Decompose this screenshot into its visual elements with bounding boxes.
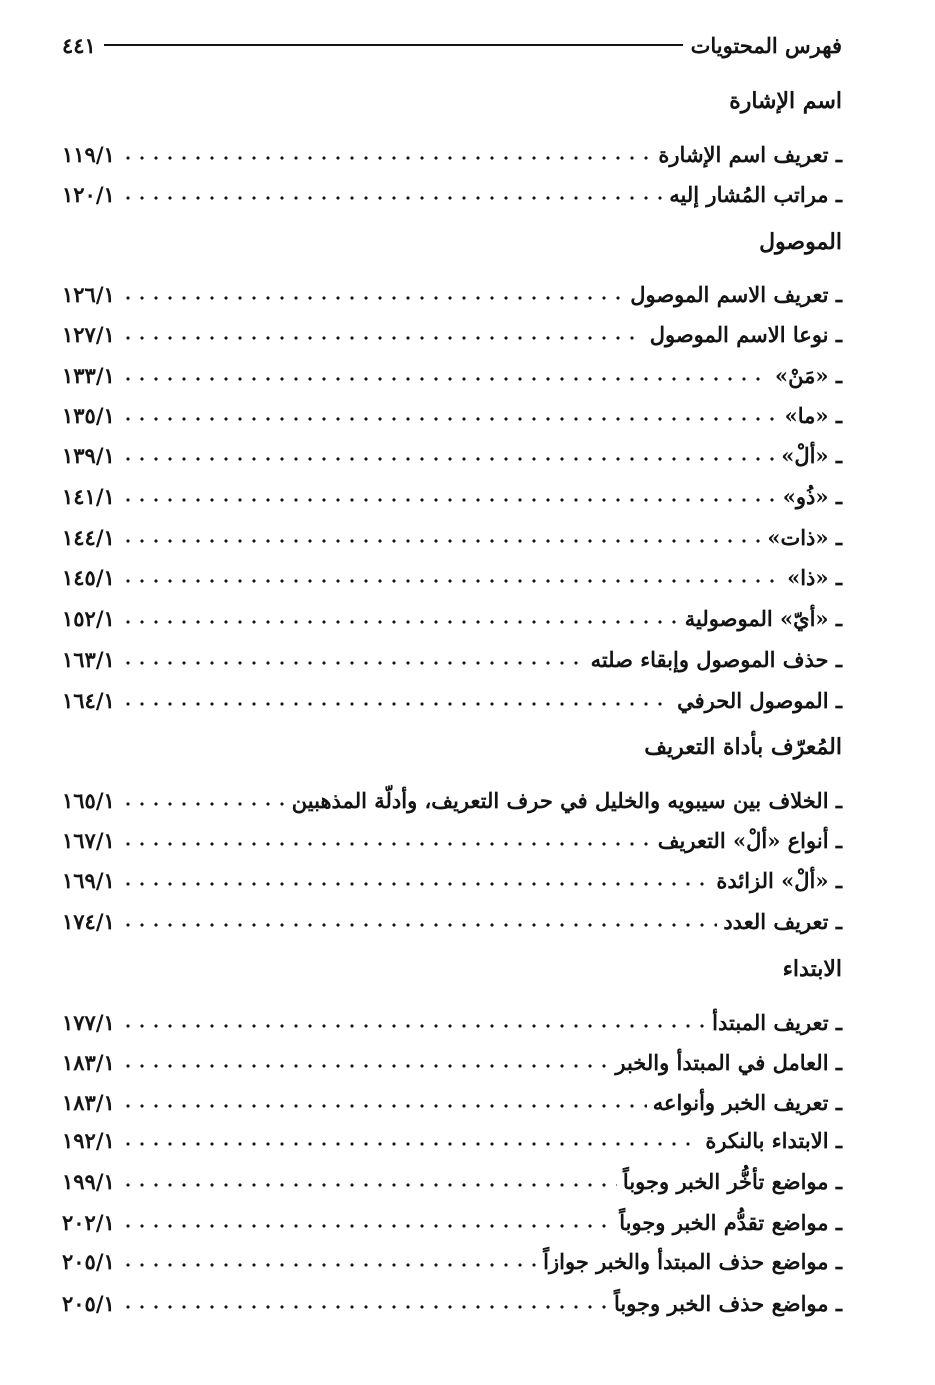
entry-page: ١٧٧/١: [62, 1009, 115, 1035]
dot-leader: [121, 1021, 706, 1031]
entry-title: ـ الخلاف بين سيبويه والخليل في حرف التعريف، وأدلّة المذهبين: [291, 787, 842, 813]
dot-leader: [121, 839, 652, 849]
entry-title: ـ «ألْ»: [781, 442, 842, 468]
entry-page: ١٤٤/١: [62, 524, 115, 550]
entry-title: ـ أنواع «ألْ» التعريف: [657, 827, 842, 853]
section-heading: المُعرّف بأداة التعريف: [644, 734, 842, 760]
entry-title: ـ تعريف الخبر وأنواعه: [652, 1089, 842, 1115]
toc-entry: [62, 397, 842, 433]
entry-title: ـ مواضع حذف المبتدأ والخبر جوازاً: [543, 1248, 842, 1274]
entry-page: ١٦٧/١: [62, 827, 115, 853]
entry-page: ١٦٣/١: [62, 646, 115, 672]
toc-entry: [62, 276, 842, 312]
entry-page: ١٧٤/١: [62, 908, 115, 934]
dot-leader: [121, 1180, 617, 1190]
entry-title: ـ مواضع تأخُّر الخبر وجوباً: [622, 1168, 842, 1194]
dot-leader: [121, 617, 679, 627]
toc-entry: [62, 1243, 842, 1279]
toc-entry: [62, 782, 842, 818]
toc-entry: [62, 1204, 842, 1240]
dot-leader: [121, 536, 762, 546]
entry-title: ـ «أيّ» الموصولية: [684, 605, 842, 631]
section-heading: الموصول: [759, 229, 842, 255]
entry-title: ـ تعريف العدد: [723, 908, 842, 934]
section-heading: الابتداء: [782, 956, 842, 982]
dot-leader: [121, 658, 585, 668]
dot-leader: [121, 1260, 537, 1270]
entry-title: ـ «ما»: [784, 402, 842, 428]
dot-leader: [121, 333, 644, 343]
toc-entry: [62, 862, 842, 898]
toc-entry: [62, 1044, 842, 1080]
entry-title: ـ الابتداء بالنكرة: [705, 1127, 842, 1153]
dot-leader: [121, 699, 671, 709]
toc-entry: [62, 1004, 842, 1040]
toc-entry: [62, 1163, 842, 1199]
entry-title: ـ العامل في المبتدأ والخبر: [615, 1049, 842, 1075]
toc-entry: [62, 682, 842, 718]
toc-entry: [62, 357, 842, 393]
entry-page: ٢٠٥/١: [62, 1290, 115, 1316]
page-header: [62, 28, 842, 62]
entry-page: ٢٠٢/١: [62, 1209, 115, 1235]
toc-entry: [62, 136, 842, 172]
entry-page: ١٤١/١: [62, 483, 115, 509]
entry-page: ١٩٩/١: [62, 1168, 115, 1194]
toc-entry: [62, 519, 842, 555]
entry-page: ١٢٠/١: [62, 181, 115, 207]
dot-leader: [121, 414, 779, 424]
entry-page: ١٢٧/١: [62, 321, 115, 347]
entry-title: ـ حذف الموصول وإبقاء صلته: [590, 646, 842, 672]
entry-title: ـ مراتب المُشار إليه: [669, 181, 842, 207]
entry-page: ١٦٩/١: [62, 867, 115, 893]
entry-page: ١٨٣/١: [62, 1089, 115, 1115]
section-heading: اسم الإشارة: [729, 88, 842, 114]
entry-title: ـ تعريف الاسم الموصول: [630, 281, 842, 307]
entry-page: ١٣٣/١: [62, 362, 115, 388]
entry-title: ـ «ألْ» الزائدة: [716, 867, 842, 893]
entry-page: ١٥٢/١: [62, 605, 115, 631]
page-number: ٤٤١: [62, 32, 96, 58]
toc-entry: [62, 600, 842, 636]
toc-entry: [62, 903, 842, 939]
dot-leader: [121, 153, 653, 163]
toc-entry: [62, 478, 842, 514]
entry-page: ١٦٥/١: [62, 787, 115, 813]
entry-title: ـ نوعا الاسم الموصول: [649, 321, 842, 347]
dot-leader: [121, 1302, 608, 1312]
dot-leader: [121, 920, 718, 930]
entry-title: ـ «مَنْ»: [775, 362, 842, 388]
entry-page: ١٨٣/١: [62, 1049, 115, 1075]
entry-page: ١٤٥/١: [62, 564, 115, 590]
page-title: فهرس المحتويات: [690, 32, 842, 58]
dot-leader: [121, 879, 711, 889]
dot-leader: [121, 374, 769, 384]
toc-entry: [62, 1285, 842, 1321]
dot-leader: [121, 1139, 700, 1149]
entry-title: ـ مواضع حذف الخبر وجوباً: [613, 1290, 842, 1316]
toc-entry: [62, 316, 842, 352]
dot-leader: [121, 495, 777, 505]
toc-entry: [62, 176, 842, 212]
entry-title: ـ مواضع تقدُّم الخبر وجوباً: [619, 1209, 842, 1235]
toc-entry: [62, 437, 842, 473]
dot-leader: [121, 1101, 647, 1111]
dot-leader: [121, 454, 775, 464]
entry-page: ١١٩/١: [62, 141, 115, 167]
header-rule: [104, 44, 683, 46]
entry-title: ـ «ذات»: [767, 524, 842, 550]
toc-entry: [62, 1084, 842, 1120]
entry-title: ـ الموصول الحرفي: [677, 687, 842, 713]
entry-title: ـ تعريف المبتدأ: [712, 1009, 842, 1035]
entry-title: ـ تعريف اسم الإشارة: [658, 141, 842, 167]
dot-leader: [121, 1061, 610, 1071]
entry-page: ١٩٢/١: [62, 1127, 115, 1153]
entry-title: ـ «ذُو»: [782, 483, 842, 509]
entry-page: ٢٠٥/١: [62, 1248, 115, 1274]
dot-leader: [121, 193, 664, 203]
toc-entry: [62, 1122, 842, 1158]
toc-entry: [62, 641, 842, 677]
entry-page: ١٣٩/١: [62, 442, 115, 468]
dot-leader: [121, 1221, 613, 1231]
toc-entry: [62, 559, 842, 595]
toc-entry: [62, 822, 842, 858]
entry-page: ١٣٥/١: [62, 402, 115, 428]
entry-page: ١٦٤/١: [62, 687, 115, 713]
dot-leader: [121, 576, 781, 586]
dot-leader: [121, 799, 286, 809]
entry-page: ١٢٦/١: [62, 281, 115, 307]
dot-leader: [121, 293, 624, 303]
entry-title: ـ «ذا»: [787, 564, 842, 590]
